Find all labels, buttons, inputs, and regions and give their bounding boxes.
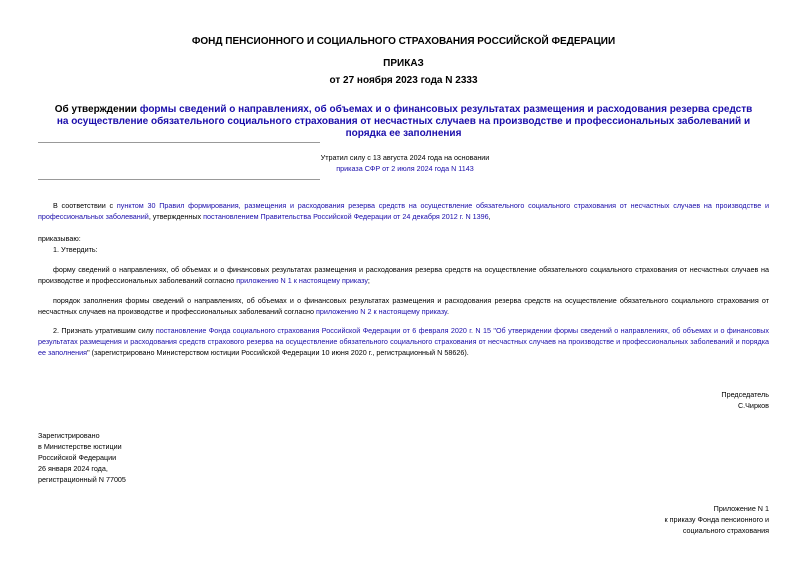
divider-top xyxy=(38,142,320,143)
org-name: ФОНД ПЕНСИОННОГО И СОЦИАЛЬНОГО СТРАХОВАНИЯ РОССИЙСКОЙ ФЕДЕРАЦИИ xyxy=(191,36,616,47)
appendix-header xyxy=(664,503,769,536)
registration-block xyxy=(38,430,126,485)
signature-block xyxy=(721,389,769,411)
paragraph-form xyxy=(38,264,769,286)
order-word: приказываю: xyxy=(38,234,81,243)
appendix-line: к приказу Фонда пенсионного и xyxy=(664,515,769,524)
text: порядок заполнения формы сведений о направлениях, об объемах и о финансовых результатах размещения и расходования резерва средств на осуществление обязательного социального страхования от несчастных случаев на производстве и профессиональных заболеваний согласно xyxy=(38,296,769,316)
text: В соответствии с xyxy=(53,201,117,210)
status-note xyxy=(280,152,530,174)
appendix-line: Приложение N 1 xyxy=(713,504,769,513)
approve-item: 1. Утвердить: xyxy=(53,245,98,254)
divider-bottom xyxy=(38,179,320,180)
registration-line: в Министерстве юстиции xyxy=(38,442,122,451)
paragraph-repeal xyxy=(38,325,769,358)
paragraph-procedure xyxy=(38,295,769,317)
registration-line: регистрационный N 77005 xyxy=(38,475,126,484)
status-line: Утратил силу с 13 августа 2024 года на основании xyxy=(320,153,490,162)
text: . xyxy=(446,307,449,316)
text: " (зарегистрировано Министерством юстиции Российской Федерации 10 июня 2020 г., регистрационный N 58626). xyxy=(87,348,469,357)
title-prefix: Об утверждении xyxy=(54,104,140,115)
text: 2. Признать утратившим силу xyxy=(53,326,156,335)
status-link[interactable]: приказа СФР от 2 июля 2024 года N 1143 xyxy=(336,164,474,173)
text: , утвержденных xyxy=(148,212,204,221)
rules-link[interactable]: пунктом 30 Правил формирования, размещения и расходования резерва средств на осуществление обязательного социального страхования от несчастных случаев на производстве и профессиональных заболеваний xyxy=(38,201,769,221)
registration-line: Зарегистрировано xyxy=(38,431,100,440)
appendix-1-link[interactable]: приложению N 1 к настоящему приказу xyxy=(236,276,368,285)
signature-name: С.Чирков xyxy=(737,401,769,410)
registration-line: Российской Федерации xyxy=(38,453,117,462)
repealed-decree-link[interactable]: постановление Фонда социального страхования Российской Федерации от 6 февраля 2020 г. N 15 "Об утверждении формы сведений о направлениях, об объемах и о финансовых результатах размещения и расходования средств страхового резерва на осуществление обязательного социального страхования от несчастных случаев на производстве и профессиональных заболеваний и порядка ее заполнения xyxy=(38,326,769,357)
government-decree-link[interactable]: постановлением Правительства Российской Федерации от 24 декабря 2012 г. N 1396 xyxy=(203,212,489,221)
appendix-2-link[interactable]: приложению N 2 к настоящему приказу xyxy=(316,307,447,316)
doc-type: ПРИКАЗ xyxy=(383,58,424,69)
title-link[interactable]: формы сведений о направлениях, об объемах и о финансовых результатах размещения и расходования резерва средств на осуществление обязательного социального страхования от несчастных случаев на производстве и профессиональных заболеваний и порядка ее заполнения xyxy=(56,104,753,139)
registration-line: 26 января 2024 года, xyxy=(38,464,108,473)
signature-role: Председатель xyxy=(721,390,769,399)
appendix-line: социального страхования xyxy=(682,526,769,535)
doc-title xyxy=(50,104,757,140)
paragraph-basis xyxy=(38,200,769,222)
text: , xyxy=(488,212,491,221)
doc-date-number: от 27 ноября 2023 года N 2333 xyxy=(329,75,478,86)
text: форму сведений о направлениях, об объемах и о финансовых результатах размещения и расходования резерва средств на осуществление обязательного социального страхования от несчастных случаев на производстве и профессиональных заболеваний согласно xyxy=(38,265,769,285)
text: ; xyxy=(367,276,370,285)
